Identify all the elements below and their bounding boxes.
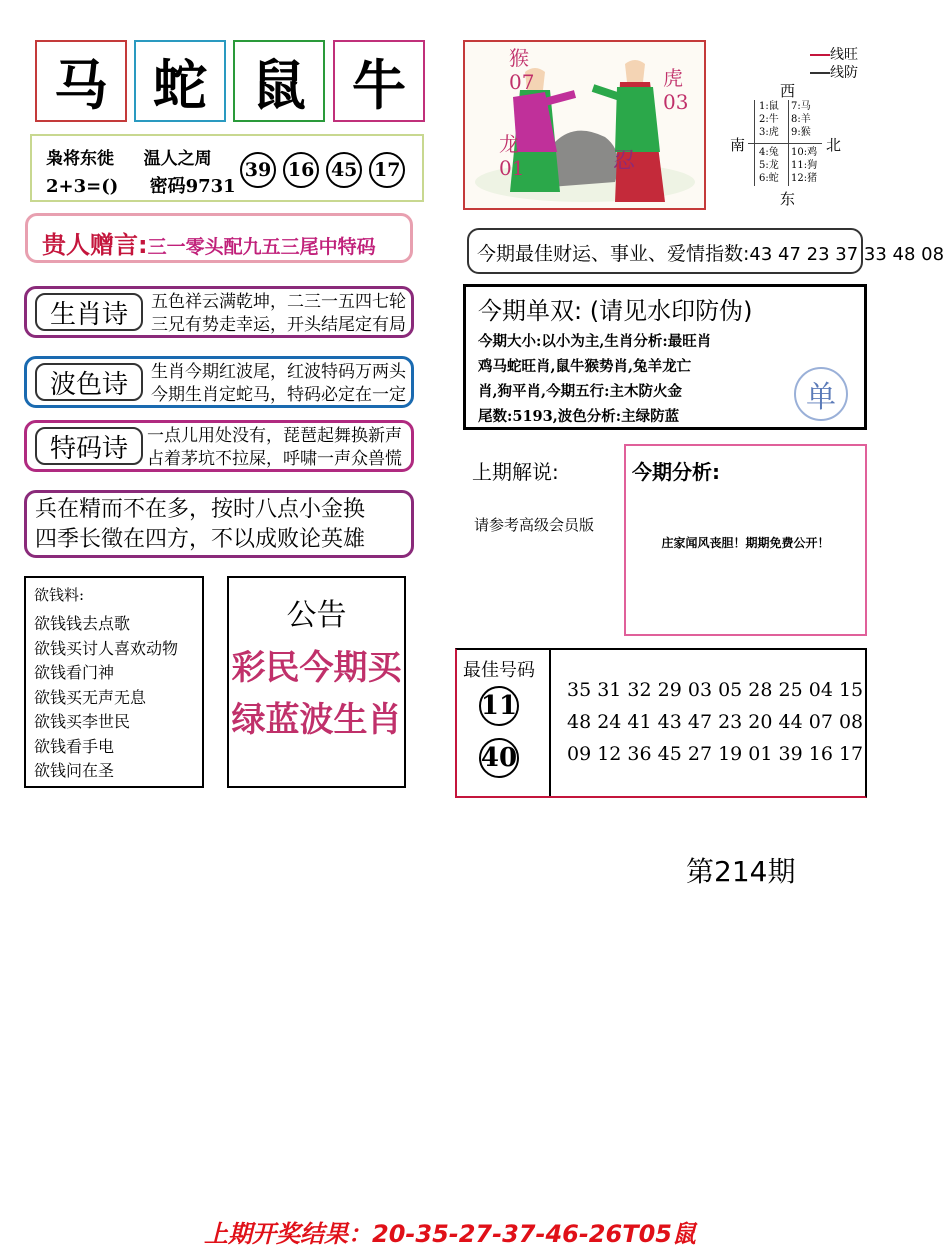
compass-cell: 4:兔 (759, 147, 779, 158)
pic-left-num: 07 (509, 70, 535, 94)
yuqian-box (24, 576, 204, 788)
clue-ball: 16 (283, 152, 319, 188)
pic-rock-char: 忍 (613, 149, 636, 174)
pic-left2-zodiac: 龙 (499, 132, 519, 156)
best-ball-value: 11 (480, 691, 518, 721)
sd-line: 肖,狗平肖,今期五行:主木防火金 (478, 383, 682, 400)
sd-stamp (794, 367, 848, 421)
zodiac-box-4 (333, 40, 425, 122)
zodiac-3: 鼠 (252, 52, 306, 117)
poem-label: 特码诗 (35, 427, 143, 465)
compass-legend (810, 46, 858, 82)
sd-line: 尾数:5193,波色分析:主绿防蓝 (478, 408, 680, 425)
legend-wang: 线旺 (830, 47, 858, 63)
clue-ball: 45 (326, 152, 362, 188)
clue-line2b: 密码9731 (149, 176, 236, 197)
sd-line: 鸡马蛇旺肖,鼠牛猴势肖,兔羊龙亡 (478, 358, 692, 375)
clue-line2: 2+3=() (46, 176, 119, 197)
best-row: 09 12 36 45 27 19 01 39 16 17 (567, 743, 864, 765)
best-numbers-box (455, 648, 867, 798)
compass-cell: 6:蛇 (759, 173, 779, 184)
analysis-text: 庄家闻风丧胆！期期免费公开！ (661, 536, 830, 550)
best-title: 最佳号码 (463, 660, 535, 681)
zodiac-box-1 (35, 40, 127, 122)
best-row: 48 24 41 43 47 23 20 44 07 08 (567, 711, 864, 733)
compass (728, 80, 848, 210)
noble-text: 三一零头配九五三尾中特码 (147, 236, 376, 258)
compass-cell: 8:羊 (791, 114, 811, 125)
compass-cell: 11:狗 (791, 160, 818, 171)
compass-east: 东 (780, 190, 796, 208)
yuqian-item: 欲钱看手电 (34, 736, 115, 756)
compass-cell: 12:猪 (791, 173, 818, 184)
yuqian-item: 欲钱问在圣 (34, 761, 115, 780)
compass-cell: 3:虎 (759, 127, 779, 138)
sd-subtitle: (请见水印防伪) (589, 297, 753, 325)
last-explain-note: 请参考高级会员版 (474, 516, 595, 534)
big-poem-line: 四季长徵在四方，不以成败论英雄 (35, 527, 366, 552)
index-box (467, 228, 944, 274)
yuqian-title: 欲钱料: (34, 586, 85, 604)
compass-cell: 1:鼠 (759, 101, 779, 112)
notice-line: 绿蓝波生肖 (231, 700, 402, 740)
yuqian-item: 欲钱买讨人喜欢动物 (34, 638, 179, 658)
yuqian-item: 欲钱看门神 (34, 663, 115, 682)
compass-west: 西 (780, 82, 796, 100)
poem-line: 五色祥云满乾坤，二三一五四七轮 (151, 292, 406, 312)
poem-label: 生肖诗 (35, 293, 143, 331)
compass-cell: 9:猴 (791, 127, 811, 138)
picture-box (463, 40, 706, 210)
pic-right-zodiac: 虎 (663, 66, 683, 90)
poem-box-bose (24, 356, 414, 408)
poem-label: 波色诗 (35, 363, 143, 401)
pic-left2-num: 01 (499, 156, 525, 180)
poem-line: 占着茅坑不拉屎，呼啸一声众兽慌 (147, 449, 402, 469)
poem-line: 一点儿用处没有，琵琶起舞换新声 (147, 426, 402, 446)
clue-box (30, 134, 424, 202)
last-explain-title: 上期解说: (472, 460, 559, 484)
poem-box-tema (24, 420, 414, 472)
sd-stamp-text: 单 (806, 380, 836, 415)
yuqian-item: 欲钱钱去点歌 (34, 614, 131, 633)
yuqian-item: 欲钱买李世民 (34, 712, 131, 731)
last-result: 上期开奖结果：20-35-27-37-46-26T05鼠 (204, 1220, 696, 1248)
best-ball-value: 40 (480, 743, 518, 773)
zodiac-box-3 (233, 40, 325, 122)
compass-cell: 10:鸡 (791, 147, 818, 158)
analysis-title: 今期分析: (632, 460, 720, 484)
clue-line1b: 温人之周 (143, 149, 212, 169)
zodiac-4: 牛 (352, 52, 406, 117)
big-poem-box (24, 490, 414, 558)
issue-number: 第214期 (686, 855, 796, 888)
sd-line: 今期大小:以小为主,生肖分析:最旺肖 (478, 333, 712, 350)
index-label: 今期最佳财运、事业、爱情指数: (477, 243, 750, 265)
poem-line: 今期生肖定蛇马，特码必定在一定 (151, 385, 406, 405)
compass-north: 北 (826, 136, 842, 154)
pic-right-num: 03 (663, 90, 689, 114)
index-numbers: 43 47 23 37 33 48 08 (749, 244, 944, 265)
notice-box (227, 576, 406, 788)
poem-box-shengxiao (24, 286, 414, 338)
clue-line1: 枭将东徙 (46, 149, 114, 169)
clue-ball: 39 (240, 152, 276, 188)
clue-ball: 17 (369, 152, 405, 188)
best-row: 35 31 32 29 03 05 28 25 04 15 (567, 679, 864, 701)
notice-title: 公告 (286, 598, 347, 633)
clue-balls (240, 152, 407, 188)
yuqian-item: 欲钱买无声无息 (34, 687, 147, 707)
noble-words-box (25, 213, 413, 263)
best-ball (479, 686, 519, 726)
analysis-box (624, 444, 867, 636)
compass-cell: 7:马 (791, 101, 811, 112)
pic-left-zodiac: 猴 (509, 46, 529, 70)
compass-cell: 5:龙 (759, 160, 779, 171)
poem-line: 生肖今期红波尾，红波特码万两头 (151, 362, 406, 382)
notice-line: 彩民今期买 (231, 648, 402, 688)
big-poem-line: 兵在精而不在多，按时八点小金换 (35, 497, 366, 522)
compass-cell: 2:牛 (759, 114, 779, 125)
legend-fang: 线防 (830, 65, 858, 81)
zodiac-1: 马 (54, 52, 108, 117)
zodiac-2: 蛇 (153, 52, 207, 117)
zodiac-box-2 (134, 40, 226, 122)
best-ball (479, 738, 519, 778)
sd-title: 今期单双: (478, 297, 583, 325)
compass-south: 南 (730, 136, 746, 154)
poem-line: 三兄有势走幸运，开头结尾定有局 (151, 315, 406, 335)
noble-label: 贵人赠言: (42, 231, 148, 259)
single-double-box (463, 284, 867, 430)
